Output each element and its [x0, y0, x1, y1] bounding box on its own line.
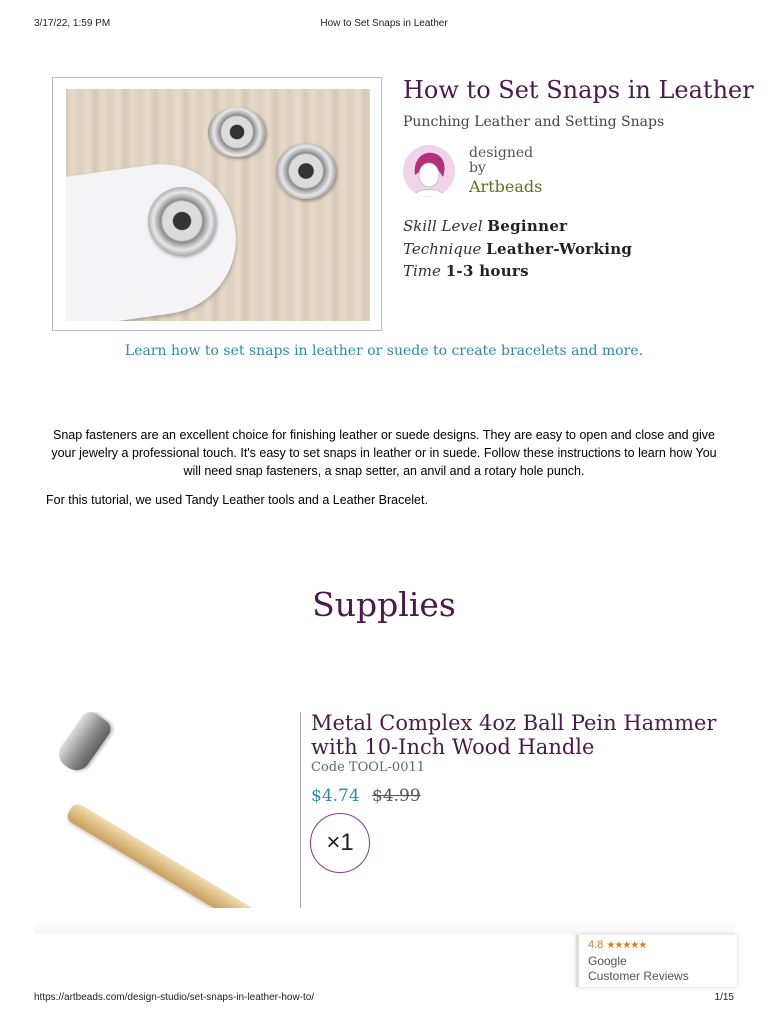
page-subtitle: Punching Leather and Setting Snaps	[403, 114, 665, 130]
hero-image-frame	[52, 77, 382, 331]
time-value: 1-3 hours	[445, 262, 529, 280]
skill-level-label: Skill Level	[403, 217, 483, 235]
star-icons: ★★★★★	[606, 940, 647, 951]
print-page-number: 1/15	[714, 992, 734, 1003]
supplies-heading: Supplies	[312, 585, 456, 624]
designed-by-label: designed by	[469, 145, 534, 176]
product-title[interactable]: Metal Complex 4oz Ball Pein Hammer with 10-Inch Wood Handle	[311, 711, 717, 759]
product-image-hammer[interactable]	[40, 712, 298, 908]
technique	[403, 240, 632, 258]
product-old-price: $4.99	[372, 786, 421, 806]
quantity-badge[interactable]: ×1	[310, 813, 370, 873]
google-label: Google	[588, 954, 627, 968]
tagline: Learn how to set snaps in leather or suede to create bracelets and more.	[124, 343, 644, 359]
technique-label: Technique	[403, 240, 482, 258]
designer-avatar	[403, 145, 455, 197]
designer-link[interactable]: Artbeads	[469, 177, 543, 196]
product-divider	[300, 712, 301, 908]
intro-note: For this tutorial, we used Tandy Leather tools and a Leather Bracelet.	[46, 493, 428, 507]
time	[403, 262, 529, 280]
snap-on-strap	[148, 187, 216, 255]
snap-loose-right	[276, 143, 336, 199]
hammer-handle	[65, 801, 281, 908]
rating-row	[588, 939, 646, 951]
customer-reviews-label: Customer Reviews	[588, 969, 689, 983]
print-doc-title: How to Set Snaps in Leather	[320, 18, 448, 29]
technique-value: Leather-Working	[486, 240, 633, 258]
time-label: Time	[403, 262, 441, 280]
print-url: https://artbeads.com/design-studio/set-snaps-in-leather-how-to/	[34, 992, 315, 1003]
product-code: Code TOOL-0011	[311, 760, 426, 775]
google-reviews-badge[interactable]	[576, 935, 737, 987]
snap-loose-top	[208, 107, 266, 157]
rating-value: 4.8	[588, 939, 604, 951]
intro-paragraph: Snap fasteners are an excellent choice for finishing leather or suede designs. They are easy to open and close and give your jewelry a professional touch. It's easy to set snaps in leather or in suede. Follow these instructions to learn how You will need snap fasteners, a snap setter, an anvil and a rotary hole punch.	[51, 428, 717, 478]
hero-photo	[66, 89, 370, 321]
skill-level	[403, 217, 567, 235]
product-price: $4.74	[311, 786, 360, 806]
section-fade	[35, 920, 735, 934]
page-title: How to Set Snaps in Leather	[403, 76, 754, 104]
hammer-head	[54, 712, 115, 776]
print-datetime: 3/17/22, 1:59 PM	[34, 18, 111, 29]
skill-level-value: Beginner	[487, 217, 568, 235]
